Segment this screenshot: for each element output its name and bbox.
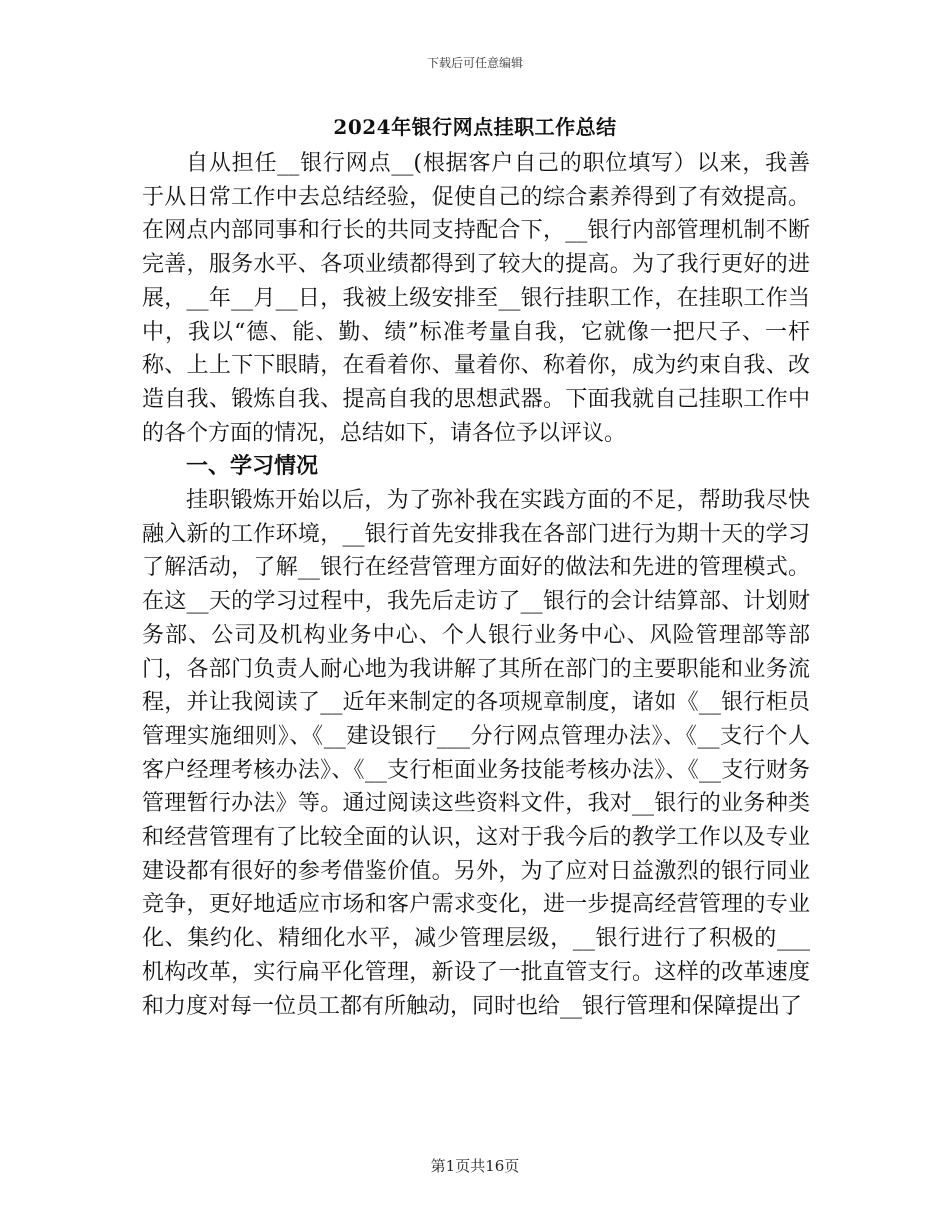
intro-paragraph: 自从担任__银行网点__(根据客户自己的职位填写）以来，我善于从日常工作中去总结经验，促使自己的综合素养得到了有效提高。在网点内部同事和行长的共同支持配合下，__银行内部管理机制不断完善，服务水平、各项业绩都得到了较大的提高。为了我行更好的进展，__年__月__日，我被上级安排至__银行挂职工作，在挂职工作当中，我以“德、能、勤、绩”标准考量自我，它就像一把尺子、一杆称、上上下下眼睛，在看着你、量着你、称着你，成为约束自我、改造自我、锻炼自我、提高自我的思想武器。下面我就自己挂职工作中的各个方面的情况，总结如下，请各位予以评议。	[142, 151, 810, 446]
page-footer: 第1页共16页	[430, 1157, 520, 1175]
document-body	[142, 147, 810, 1023]
header-note: 下载后可任意编辑	[426, 56, 523, 70]
section-paragraph: 挂职锻炼开始以后，为了弥补我在实践方面的不足，帮助我尽快融入新的工作环境，__银行首先安排我在各部门进行为期十天的学习了解活动，了解__银行在经营管理方面好的做法和先进的管理模式。在这__天的学习过程中，我先后走访了__银行的会计结算部、计划财务部、公司及机构业务中心、个人银行业务中心、风险管理部等部门，各部门负责人耐心地为我讲解了其所在部门的主要职能和业务流程，并让我阅读了__近年来制定的各项规章制度，诸如《__银行柜员管理实施细则》、《__建设银行___分行网点管理办法》、《__支行个人客户经理考核办法》、《__支行柜面业务技能考核办法》、《__支行财务管理暂行办法》等。通过阅读这些资料文件，我对__银行的业务种类和经营管理有了比较全面的认识，这对于我今后的教学工作以及专业建设都有很好的参考借鉴价值。另外，为了应对日益激烈的银行同业竞争，更好地适应市场和客户需求变化，进一步提高经营管理的专业化、集约化、精细化水平，减少管理层级，__银行进行了积极的___机构改革，实行扁平化管理，新设了一批直管支行。这样的改革速度和力度对每一位员工都有所触动，同时也给__银行管理和保障提出了	[142, 488, 810, 1019]
section-heading: 一、学习情况	[186, 453, 319, 480]
document-title: 2024年银行网点挂职工作总结	[333, 115, 617, 139]
